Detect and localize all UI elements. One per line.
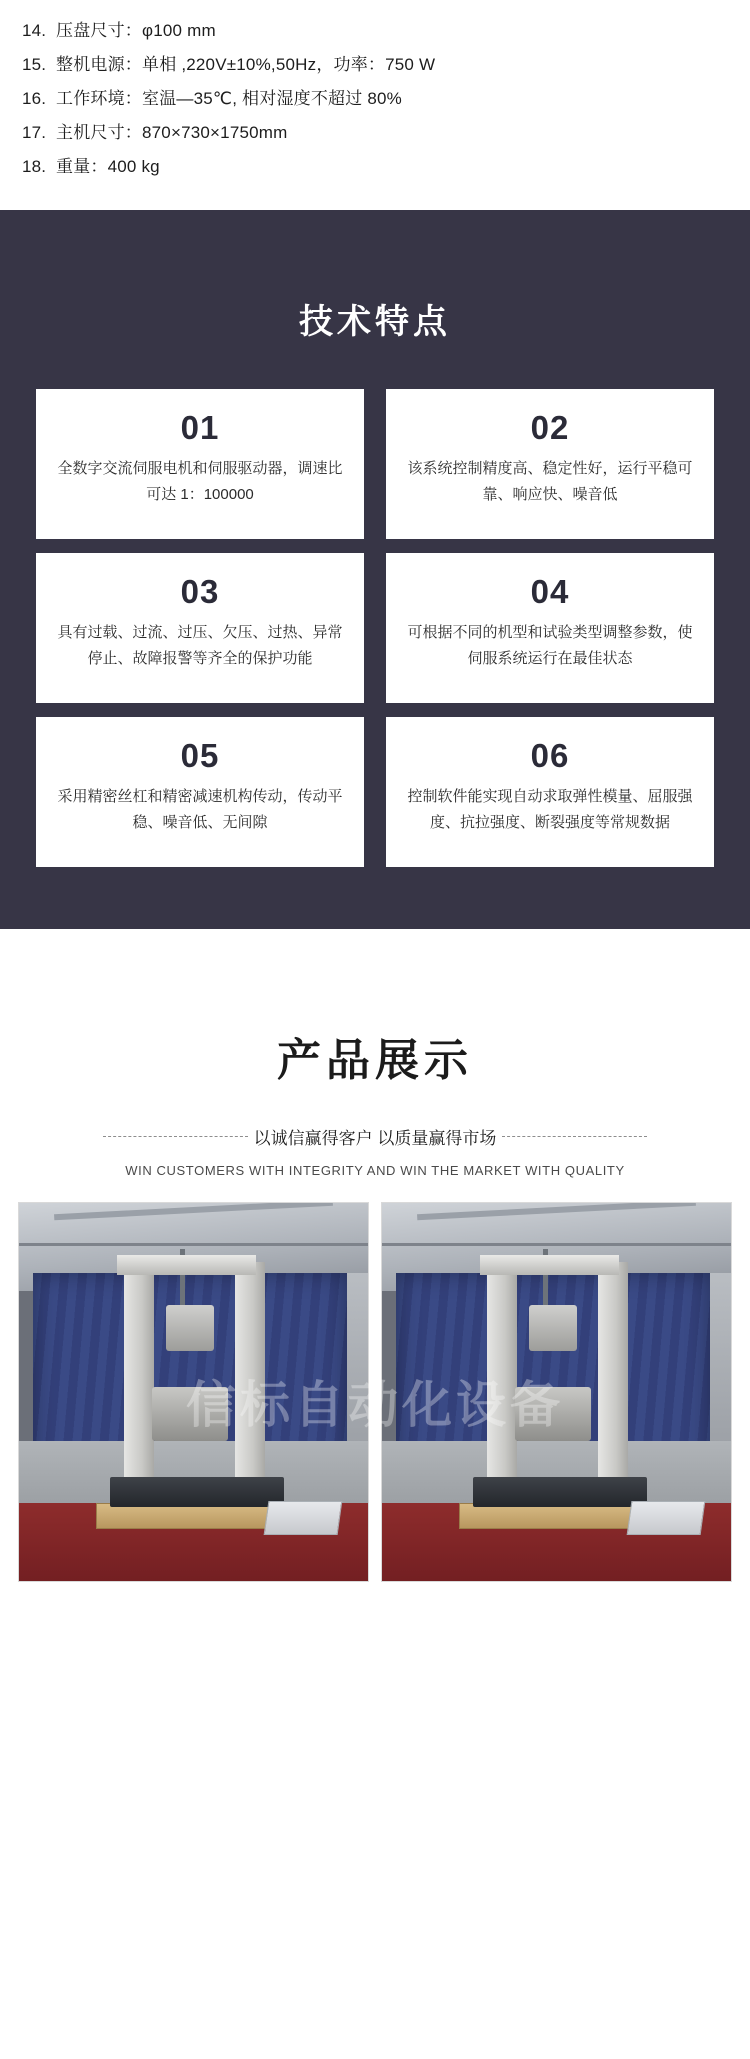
divider-right [502, 1136, 647, 1137]
spec-text: 整机电源：单相 ,220V±10%,50Hz，功率：750 W [56, 55, 436, 74]
machine-column-right [598, 1262, 628, 1477]
spec-number: 15. [22, 55, 47, 74]
divider-left [103, 1136, 248, 1137]
spec-number: 14. [22, 21, 47, 40]
machine-column-left [487, 1262, 517, 1477]
feature-card [36, 389, 364, 539]
lower-grip [515, 1387, 591, 1441]
feature-text: 可根据不同的机型和试验类型调整参数，使伺服系统运行在最佳状态 [407, 624, 693, 668]
page-title: 产品展示 [277, 1035, 473, 1085]
feature-card [36, 717, 364, 867]
feature-number: 06 [530, 737, 570, 775]
ceiling-beam [417, 1202, 696, 1220]
feature-card [36, 553, 364, 703]
list-item [22, 82, 750, 116]
laptop [627, 1501, 706, 1535]
machine-column-left [124, 1262, 154, 1477]
feature-text: 全数字交流伺服电机和伺服驱动器，调速比可达 1：100000 [57, 460, 343, 504]
machine-crosshead [480, 1255, 620, 1275]
list-item [22, 14, 750, 48]
feature-number: 03 [180, 573, 220, 611]
feature-card [386, 717, 714, 867]
machine-crosshead [117, 1255, 257, 1275]
product-photo-2 [381, 1202, 732, 1582]
product-showcase-section [0, 929, 750, 1608]
spec-text: 压盘尺寸：φ100 mm [56, 21, 216, 40]
showcase-subtitle-row [0, 1124, 750, 1149]
upper-grip [529, 1305, 577, 1351]
machine-base [110, 1477, 285, 1507]
feature-card [386, 389, 714, 539]
lower-grip [152, 1387, 228, 1441]
feature-card-grid [0, 389, 750, 867]
feature-text: 控制软件能实现自动求取弹性模量、屈服强度、抗拉强度、断裂强度等常规数据 [407, 788, 693, 832]
feature-card [386, 553, 714, 703]
upper-grip [166, 1305, 214, 1351]
specification-list [0, 0, 750, 210]
feature-number: 05 [180, 737, 220, 775]
spec-text: 重量：400 kg [56, 157, 160, 176]
spec-text: 主机尺寸：870×730×1750mm [56, 123, 288, 142]
ceiling-beam [54, 1202, 333, 1220]
feature-number: 02 [530, 409, 570, 447]
showcase-subtitle: 以诚信赢得客户 以质量赢得市场 [253, 1129, 497, 1149]
feature-text: 采用精密丝杠和精密减速机构传动，传动平稳、噪音低、无间隙 [57, 788, 343, 832]
feature-text: 该系统控制精度高、稳定性好，运行平稳可靠、响应快、噪音低 [407, 460, 693, 504]
list-item [22, 116, 750, 150]
section-title: 技术特点 [299, 303, 451, 342]
watermark-text: 信标自动化设备 [186, 1377, 564, 1433]
list-item [22, 48, 750, 82]
spec-number: 16. [22, 89, 47, 108]
list-item [22, 150, 750, 184]
product-photo-1 [18, 1202, 369, 1582]
machine-base [473, 1477, 648, 1507]
spec-number: 17. [22, 123, 47, 142]
spec-text: 工作环境：室温—35℃, 相对湿度不超过 80% [56, 89, 402, 108]
feature-text: 具有过载、过流、过压、欠压、过热、异常停止、故障报警等齐全的保护功能 [57, 624, 343, 668]
product-photo-gallery [0, 1178, 750, 1608]
spec-number: 18. [22, 157, 47, 176]
machine-column-right [235, 1262, 265, 1477]
technical-features-section [0, 210, 750, 929]
showcase-subtitle-english: WIN CUSTOMERS WITH INTEGRITY AND WIN THE MARKET WITH QUALITY [125, 1163, 625, 1179]
laptop [264, 1501, 343, 1535]
feature-number: 01 [180, 409, 220, 447]
feature-number: 04 [530, 573, 570, 611]
